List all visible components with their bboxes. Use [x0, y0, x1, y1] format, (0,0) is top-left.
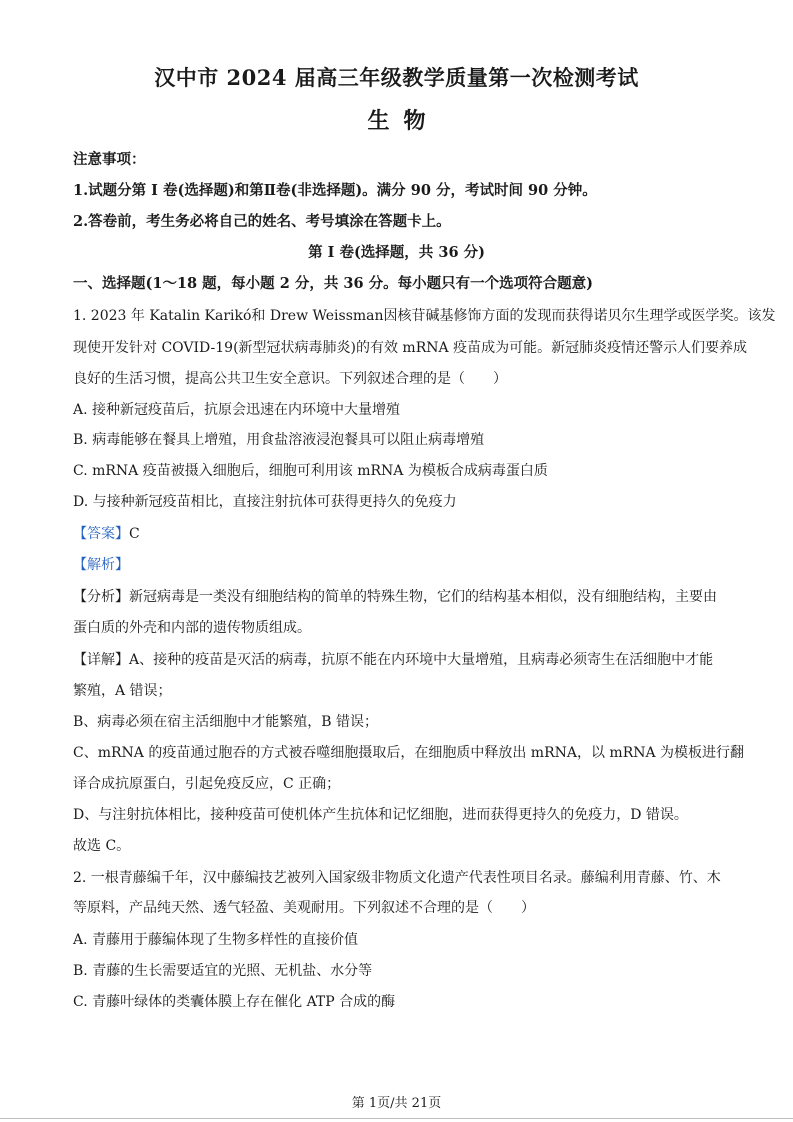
q2-stem-line: 2. 一根青藤编千年，汉中藤编技艺被列入国家级非物质文化遗产代表性项目名录。藤编利用青藤、竹、木	[73, 870, 721, 886]
q1-option-a: A. 接种新冠疫苗后，抗原会迅速在内环境中大量增殖	[73, 402, 401, 418]
q2-stem-line: 等原料，产品纯天然、透气轻盈、美观耐用。下列叙述不合理的是（ ）	[73, 900, 535, 916]
analysis-label: 【解析】	[73, 557, 129, 573]
part-title: 第 I 卷(选择题，共 36 分)	[308, 244, 485, 261]
footer-divider	[0, 1118, 793, 1119]
q1-stem-line: 1. 2023 年 Katalin Karikó和 Drew Weissman因核苷碱基修饰方面的发现而获得诺贝尔生理学或医学奖。该发	[73, 308, 776, 324]
notes-item-2: 2.答卷前，考生务必将自己的姓名、考号填涂在答题卡上。	[73, 213, 451, 230]
q1-stem-line: 良好的生活习惯，提高公共卫生安全意识。下列叙述合理的是（ ）	[73, 371, 507, 387]
q1-explanation-line: 【分析】新冠病毒是一类没有细胞结构的简单的特殊生物，它们的结构基本相似，没有细胞结构，主要由	[73, 589, 717, 605]
q1-explanation-line: B、病毒必须在宿主活细胞中才能繁殖，B 错误；	[73, 714, 379, 730]
q1-explanation-line: 繁殖，A 错误；	[73, 683, 172, 699]
q1-explanation-line: D、与注射抗体相比，接种疫苗可使机体产生抗体和记忆细胞，进而获得更持久的免疫力，D 错误。	[73, 807, 688, 823]
section-instruction: 一、选择题(1～18 题，每小题 2 分，共 36 分。每小题只有一个选项符合题意)	[73, 275, 593, 292]
notes-heading: 注意事项：	[73, 151, 146, 168]
q1-option-c: C. mRNA 疫苗被摄入细胞后，细胞可利用该 mRNA 为模板合成病毒蛋白质	[73, 463, 548, 479]
q1-explanation-line: 故选 C。	[73, 838, 131, 854]
q2-option-c: C. 青藤叶绿体的类囊体膜上存在催化 ATP 合成的酶	[73, 994, 396, 1010]
q1-explanation-line: C、mRNA 的疫苗通过胞吞的方式被吞噬细胞摄取后，在细胞质中释放出 mRNA，以 mRNA 为模板进行翻	[73, 745, 745, 761]
q1-explanation-line: 蛋白质的外壳和内部的遗传物质组成。	[73, 620, 311, 636]
page-number: 第 1页/共 21页	[351, 1096, 442, 1111]
subject-title: 生物	[367, 108, 440, 134]
answer-label: 【答案】	[73, 526, 129, 542]
answer-value: C	[129, 526, 140, 542]
q1-answer	[73, 525, 140, 543]
q1-stem-line: 现使开发针对 COVID-19(新型冠状病毒肺炎)的有效 mRNA 疫苗成为可能。新冠肺炎疫情还警示人们要养成	[73, 340, 748, 356]
q2-option-b: B. 青藤的生长需要适宜的光照、无机盐、水分等	[73, 963, 373, 979]
page-title: 汉中市 2024 届高三年级教学质量第一次检测考试	[154, 65, 639, 90]
q1-explanation-line: 【详解】A、接种的疫苗是灭活的病毒，抗原不能在内环境中大量增殖，且病毒必须寄生在活细胞中才能	[73, 652, 714, 668]
q1-option-b: B. 病毒能够在餐具上增殖，用食盐溶液浸泡餐具可以阻止病毒增殖	[73, 432, 485, 448]
q1-explanation-line: 译合成抗原蛋白，引起免疫反应，C 正确；	[73, 776, 341, 792]
q2-option-a: A. 青藤用于藤编体现了生物多样性的直接价值	[73, 932, 359, 948]
q1-option-d: D. 与接种新冠疫苗相比，直接注射抗体可获得更持久的免疫力	[73, 494, 457, 510]
notes-item-1: 1.试题分第 I 卷(选择题)和第Ⅱ卷(非选择题)。满分 90 分，考试时间 90 分钟。	[73, 182, 597, 199]
